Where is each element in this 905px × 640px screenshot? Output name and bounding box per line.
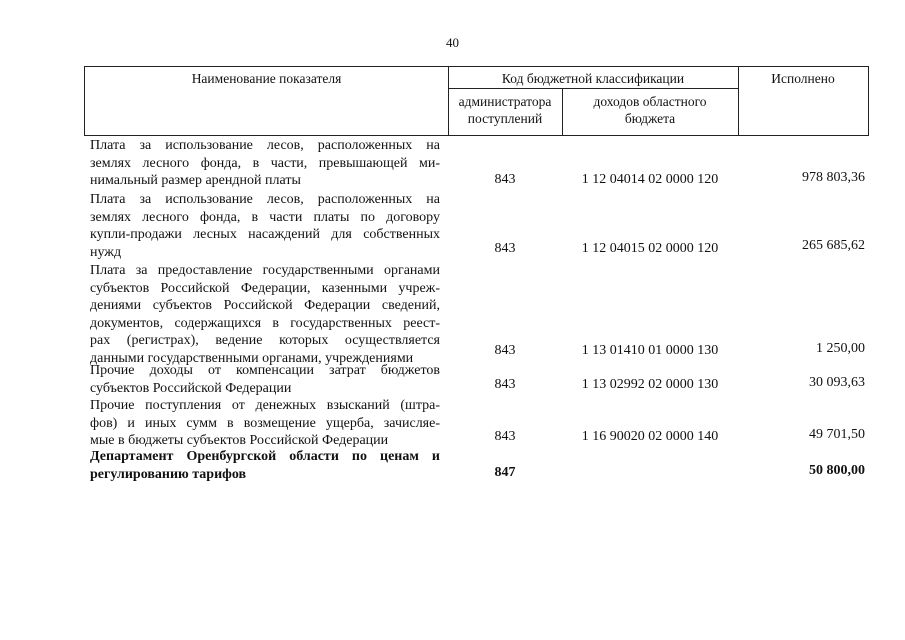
header-code: Код бюджетной классификации: [501, 71, 685, 86]
row-line: землях лесного фонда, в части платы по договору: [90, 209, 440, 225]
row-amount: 30 093,63: [809, 375, 865, 390]
row-line: субъектов Российской Федерации: [90, 380, 292, 396]
row-description: [90, 362, 440, 397]
row-admin-code: 843: [494, 343, 516, 358]
row-line: нужд: [90, 244, 122, 260]
header-executed: Исполнено: [771, 71, 835, 86]
row-budget-code: 1 13 01410 01 0000 130: [581, 343, 719, 358]
header-income-line1: доходов областного: [593, 94, 707, 109]
page-number: 40: [446, 35, 459, 50]
row-description: [90, 262, 440, 368]
table-header: [84, 66, 869, 136]
row-budget-code: 1 16 90020 02 0000 140: [581, 429, 719, 444]
row-line: регулированию тарифов: [90, 466, 247, 482]
row-line: фов) и иных сумм в возмещение ущерба, зачисляе-: [90, 415, 440, 431]
header-admin-line2: поступлений: [467, 111, 543, 126]
row-line: купли-продажи лесных насаждений для собственных: [90, 227, 440, 243]
row-amount: 1 250,00: [816, 341, 865, 356]
row-admin-code: 843: [494, 429, 516, 444]
row-admin-code: 843: [494, 377, 516, 392]
row-line: данными государственными органами, учреждениями: [90, 350, 414, 366]
row-line: субъектов Российской Федерации, казенными учреж-: [90, 280, 440, 296]
row-description: [90, 397, 440, 450]
header-income-line2: бюджета: [624, 111, 676, 126]
row-line: Плата за использование лесов, расположенных на: [90, 138, 440, 153]
row-budget-code: 1 12 04015 02 0000 120: [581, 241, 719, 256]
header-admin-line1: администратора: [458, 94, 552, 109]
row-line: дениями субъектов Российской Федерации сведений,: [90, 298, 440, 314]
row-line: Плата за предоставление государственными органами: [90, 263, 440, 278]
row-budget-code: 1 12 04014 02 0000 120: [581, 172, 719, 187]
row-line: Плата за использование лесов, расположенных на: [90, 192, 440, 207]
row-amount: 265 685,62: [802, 238, 865, 253]
header-admin: [448, 93, 562, 127]
row-amount: 49 701,50: [809, 427, 865, 442]
row-line: Прочие поступления от денежных взысканий (штра-: [90, 398, 440, 413]
row-line: нимальный размер арендной платы: [90, 173, 301, 189]
row-line: документов, содержащихся в государственных реест-: [90, 315, 440, 331]
row-line: Прочие доходы от компенсации затрат бюджетов: [90, 363, 440, 378]
row-budget-code: 1 13 02992 02 0000 130: [581, 377, 719, 392]
row-description: [90, 191, 440, 261]
row-description: [90, 448, 440, 483]
row-admin-code: 843: [494, 241, 516, 256]
row-line: мые в бюджеты субъектов Российской Федерации: [90, 433, 389, 449]
header-subdivider: [448, 88, 738, 89]
row-line: Департамент Оренбургской области по ценам и: [90, 449, 440, 464]
row-amount: 978 803,36: [802, 170, 865, 185]
row-admin-code: 847: [494, 465, 516, 480]
row-line: землях лесного фонда, в части, превышающей ми-: [90, 155, 440, 171]
row-admin-code: 843: [494, 172, 516, 187]
row-description: [90, 137, 440, 190]
row-amount: 50 800,00: [809, 463, 865, 478]
header-income: [562, 93, 738, 127]
row-line: рах (регистрах), ведение которых осуществляется: [90, 333, 440, 349]
header-name: Наименование показателя: [191, 71, 342, 86]
